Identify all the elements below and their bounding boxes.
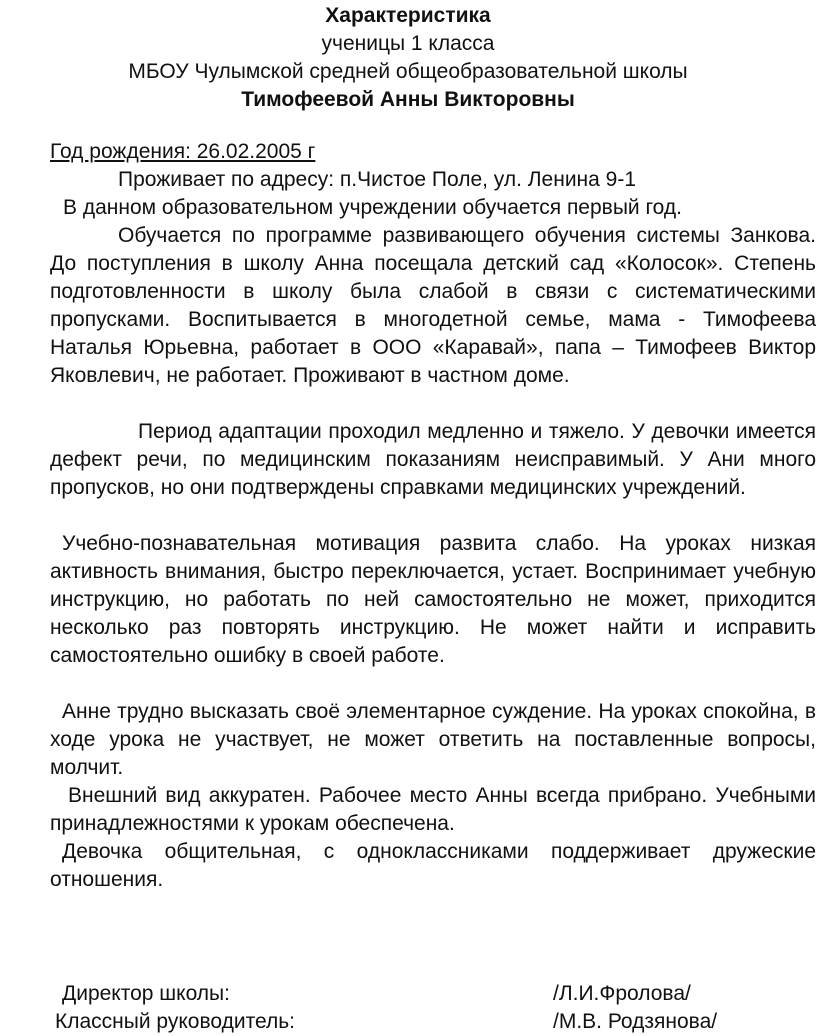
director-name: /Л.И.Фролова/ xyxy=(553,982,691,1005)
paragraph-social: Девочка общительная, с одноклассниками поддерживает дружеские отношения. xyxy=(50,840,816,891)
school-name: МБОУ Чулымской средней общеобразовательной школы xyxy=(128,60,688,83)
paragraph-background: Обучается по программе развивающего обучения системы Занкова. До поступления в школу Анна посещала детский сад «Колосок». Степень подготовленности в школу была слабой в связи с систематическими пропусками. Воспитывается в многодетной семье, мама - Тимофеева Наталья Юрьевна, работает в ООО «Каравай», папа – Тимофеев Виктор Яковлевич, не работает. Проживают в частном доме. xyxy=(50,224,816,387)
document-title: Характеристика xyxy=(325,4,491,27)
teacher-name: /М.В. Родзянова/ xyxy=(553,1010,718,1033)
paragraph-speech: Анне трудно высказать своё элементарное суждение. На уроках спокойна, в ходе урока не участвует, не может ответить на поставленные вопросы, молчит. xyxy=(50,700,816,779)
paragraph-adaptation: Период адаптации проходил медленно и тяжело. У девочки имеется дефект речи, по медицинским показаниям неисправимый. У Ани много пропусков, но они подтверждены справками медицинских учреждений. xyxy=(50,420,816,499)
director-label: Директор школы: xyxy=(62,982,230,1005)
birth-date: Год рождения: 26.02.2005 г xyxy=(50,140,316,163)
first-year-line: В данном образовательном учреждении обучается первый год. xyxy=(63,196,682,219)
address-line: Проживает по адресу: п.Чистое Поле, ул. Ленина 9-1 xyxy=(118,168,637,191)
document-subtitle: ученицы 1 класса xyxy=(321,32,495,55)
paragraph-appearance: Внешний вид аккуратен. Рабочее место Анны всегда прибрано. Учебными принадлежностями к урокам обеспечена. xyxy=(50,784,816,835)
teacher-label: Классный руководитель: xyxy=(55,1010,295,1033)
student-name: Тимофеевой Анны Викторовны xyxy=(241,88,575,111)
paragraph-motivation: Учебно-познавательная мотивация развита слабо. На уроках низкая активность внимания, быстро переключается, устает. Воспринимает учебную инструкцию, но работать по ней самостоятельно не может, приходится несколько раз повторять инструкцию. Не может найти и исправить самостоятельно ошибку в своей работе. xyxy=(50,532,816,667)
